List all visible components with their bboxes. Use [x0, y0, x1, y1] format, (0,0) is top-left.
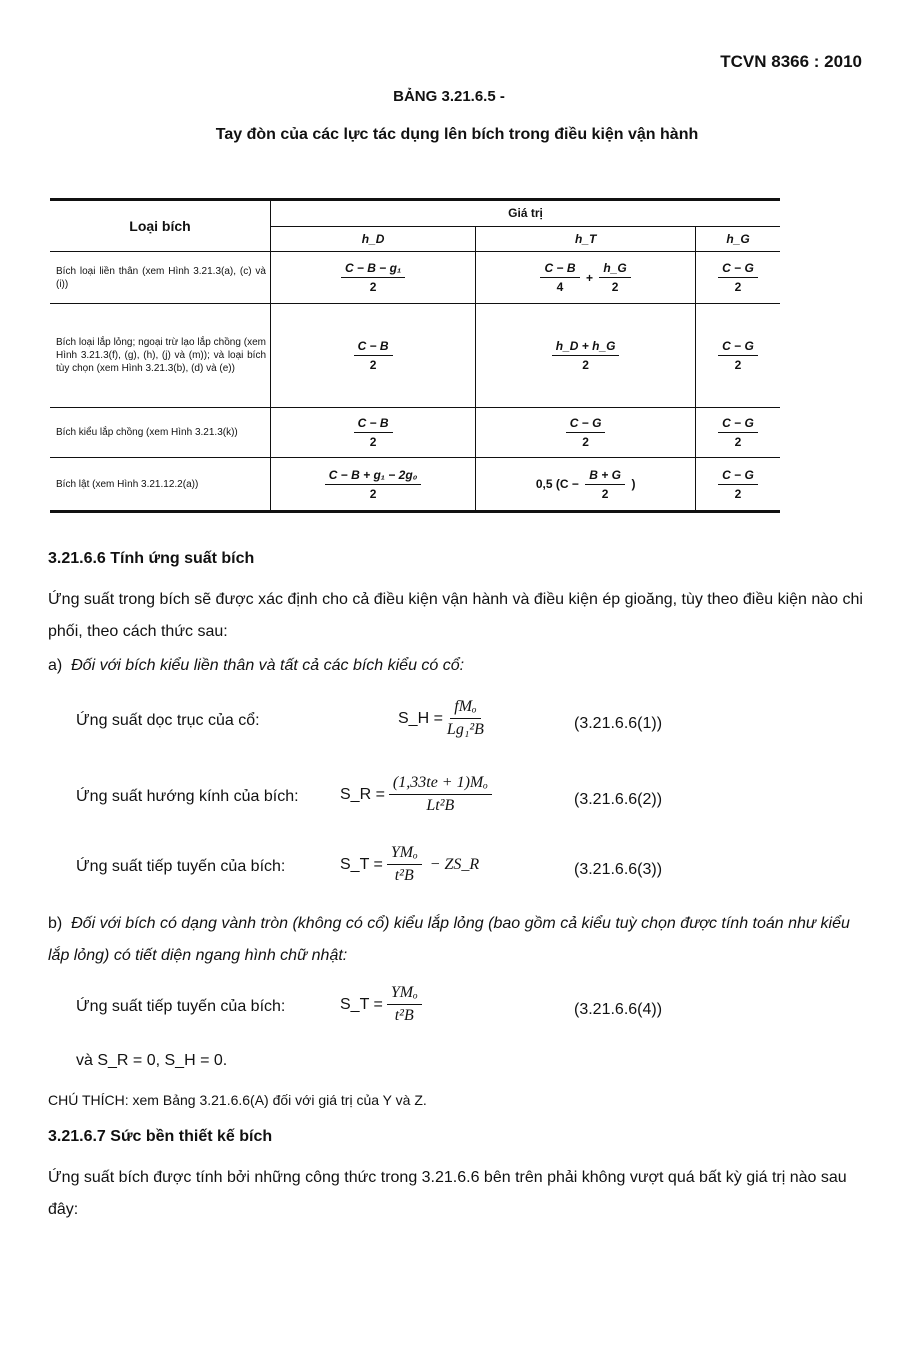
formula-hg: $\frac{C - G}{2}$ — [696, 252, 780, 304]
standard-code: TCVN 8366 : 2010 — [720, 52, 862, 71]
table-label: BẢNG 3.21.6.5 - — [393, 88, 505, 105]
col-header-type: Loại bích — [50, 200, 271, 252]
formula-ht: $\frac{C - G}{2}$ — [476, 408, 696, 458]
formula-hd: $\frac{\text{C − B − g₁}}{2}$ — [271, 252, 476, 304]
item-a: a) Đối với bích kiểu liền thân và tất cả các bích kiểu có cổ: — [48, 657, 465, 674]
eq1-number: (3.21.6.6(1)) — [574, 715, 663, 732]
formula-hg: $\frac{C - G}{2}$ — [696, 458, 780, 512]
eq4-formula: S_T = YMₒ t²B — [340, 984, 422, 1025]
formula-hd: $\frac{C - B}{2}$ — [271, 408, 476, 458]
eq3-number: (3.21.6.6(3)) — [574, 861, 663, 878]
row-type-label: Bích kiểu lắp chồng (xem Hình 3.21.3(k)) — [50, 408, 271, 458]
eq1-formula: S_H = fMₒ Lg₁²B — [398, 698, 484, 738]
eq4-label: Ứng suất tiếp tuyến của bích: — [76, 998, 286, 1015]
eq4-number: (3.21.6.6(4)) — [574, 1001, 663, 1018]
formula-hd: $\frac{\text{C − B + g₁ − 2g₀}}{2}$ — [271, 458, 476, 512]
sub-header-hg: h_G — [696, 226, 780, 252]
table-row — [50, 458, 780, 512]
table-title: Tay đòn của các lực tác dụng lên bích trong điều kiện vận hành — [215, 126, 699, 143]
eq3-label: Ứng suất tiếp tuyến của bích: — [76, 858, 286, 875]
note-text: CHÚ THÍCH: xem Bảng 3.21.6.6(A) đối với giá trị của Y và Z. — [48, 1092, 427, 1108]
section-intro: Ứng suất trong bích sẽ được xác định cho cả điều kiện vận hành và điều kiện ép gioăng, tùy theo điều kiện nào chi phối, theo cách thức sau: — [48, 591, 863, 640]
table-row — [50, 304, 780, 408]
sub-header-hd: h_D — [271, 226, 476, 252]
formula-ht: 0,5 (C − $\frac{B + G}{2}$ ) — [476, 458, 696, 512]
row-type-label: Bích loại lắp lỏng; ngoại trừ lạo lắp chồng (xem Hình 3.21.3(f), (g), (h), (j) và (m)); và loại bích tùy chọn (xem Hình 3.21.3(b), (d) và (e)) — [50, 304, 271, 408]
section-heading-stress: 3.21.6.6 Tính ứng suất bích — [48, 550, 255, 567]
sub-header-ht: h_T — [476, 226, 696, 252]
item-b: b) Đối với bích có dạng vành tròn (không có cổ) kiểu lắp lỏng (bao gồm cả kiểu tuỳ chọn được tính toán như kiểu lắp lỏng) có tiết diện ngang hình chữ nhật: — [48, 915, 850, 964]
formula-ht: $\frac{C - B}{4}$ + $\frac{h\_G}{2}$ — [476, 252, 696, 304]
section-strength-text: Ứng suất bích được tính bởi những công thức trong 3.21.6.6 bên trên phải không vượt quá bất kỳ giá trị nào sau đây: — [48, 1169, 847, 1218]
formula-ht: $\frac{h\_D + h\_G}{2}$ — [476, 304, 696, 408]
eq2-label: Ứng suất hướng kính của bích: — [76, 788, 299, 805]
eq2-number: (3.21.6.6(2)) — [574, 791, 663, 808]
row-type-label: Bích lật (xem Hình 3.21.12.2(a)) — [50, 458, 271, 512]
table-row — [50, 408, 780, 458]
formula-hd: $\frac{C - B}{2}$ — [271, 304, 476, 408]
formula-hg: $\frac{C - G}{2}$ — [696, 304, 780, 408]
eq2-formula: S_R = $\frac{\text{(1,33te + 1)Mₒ}}{\text{Lt²B}}$ — [340, 774, 492, 815]
section-heading-strength: 3.21.6.7 Sức bền thiết kế bích — [48, 1128, 273, 1145]
col-header-value: Giá trị — [271, 200, 781, 227]
zero-stress-note: và S_R = 0, S_H = 0. — [76, 1052, 228, 1069]
eq3-formula: S_T = YMₒ t²B − ZS_R — [340, 844, 480, 884]
lever-arm-table — [50, 198, 780, 513]
row-type-label: Bích loại liền thân (xem Hình 3.21.3(a), (c) và (i)) — [50, 252, 271, 304]
formula-hg: $\frac{C - G}{2}$ — [696, 408, 780, 458]
table-row — [50, 252, 780, 304]
eq1-label: Ứng suất dọc trục của cổ: — [76, 712, 260, 729]
